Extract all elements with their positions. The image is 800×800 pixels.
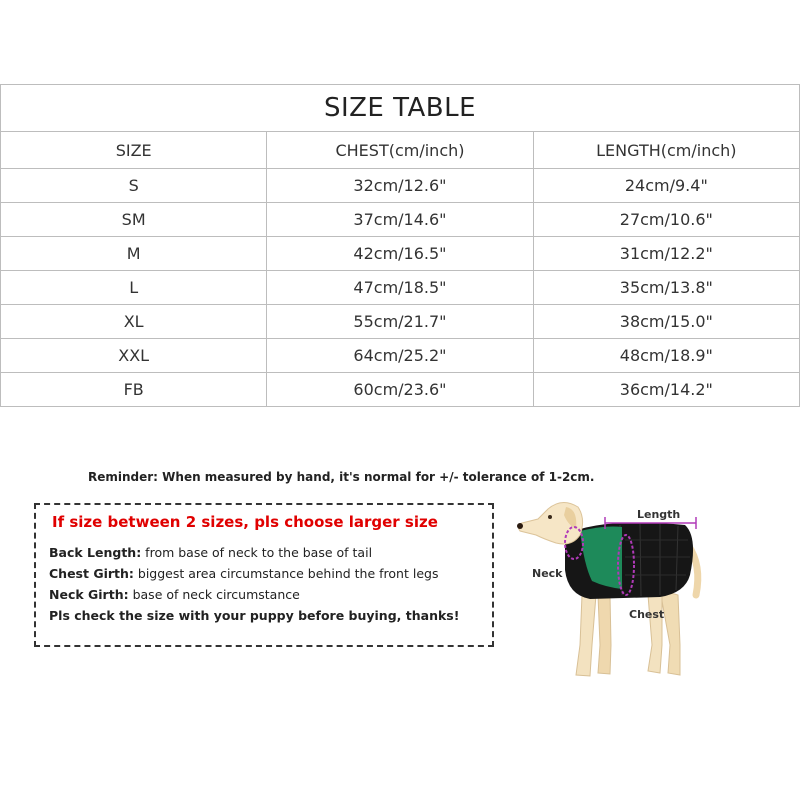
back-length-note <box>49 545 372 560</box>
table-row <box>1 373 800 407</box>
chest-girth-note <box>49 566 438 581</box>
table-row <box>1 271 800 305</box>
chest-cell: 32cm/12.6" <box>267 169 533 203</box>
length-cell: 48cm/18.9" <box>533 339 799 373</box>
length-cell: 35cm/13.8" <box>533 271 799 305</box>
neck-girth-desc: base of neck circumstance <box>128 587 300 602</box>
table-row <box>1 169 800 203</box>
sizing-notes-box <box>34 503 494 647</box>
neck-label: Neck <box>532 567 563 580</box>
table-title: SIZE TABLE <box>1 85 800 132</box>
chest-cell: 42cm/16.5" <box>267 237 533 271</box>
length-cell: 36cm/14.2" <box>533 373 799 407</box>
column-header-chest: CHEST(cm/inch) <box>267 132 533 169</box>
chest-label: Chest <box>629 608 665 621</box>
table-row <box>1 305 800 339</box>
size-cell: XL <box>1 305 267 339</box>
table-row <box>1 203 800 237</box>
closing-note: Pls check the size with your puppy before buying, thanks! <box>49 608 460 623</box>
size-cell: M <box>1 237 267 271</box>
chest-cell: 37cm/14.6" <box>267 203 533 237</box>
chest-cell: 47cm/18.5" <box>267 271 533 305</box>
length-cell: 24cm/9.4" <box>533 169 799 203</box>
table-row <box>1 339 800 373</box>
dog-image <box>510 495 710 690</box>
chest-girth-term: Chest Girth: <box>49 566 134 581</box>
chest-cell: 60cm/23.6" <box>267 373 533 407</box>
size-cell: L <box>1 271 267 305</box>
length-cell: 31cm/12.2" <box>533 237 799 271</box>
chest-cell: 64cm/25.2" <box>267 339 533 373</box>
chest-cell: 55cm/21.7" <box>267 305 533 339</box>
neck-girth-note <box>49 587 300 602</box>
length-cell: 38cm/15.0" <box>533 305 799 339</box>
table-row <box>1 237 800 271</box>
neck-girth-term: Neck Girth: <box>49 587 129 602</box>
chest-girth-desc: biggest area circumstance behind the front legs <box>133 566 439 581</box>
dog-coat-illustration <box>510 495 710 690</box>
size-cell: XXL <box>1 339 267 373</box>
size-cell: FB <box>1 373 267 407</box>
size-table <box>0 84 800 407</box>
back-length-desc: from base of neck to the base of tail <box>141 545 373 560</box>
column-header-size: SIZE <box>1 132 267 169</box>
back-length-term: Back Length: <box>49 545 142 560</box>
size-advice-headline: If size between 2 sizes, pls choose larger size <box>52 513 438 531</box>
size-cell: S <box>1 169 267 203</box>
length-cell: 27cm/10.6" <box>533 203 799 237</box>
column-header-length: LENGTH(cm/inch) <box>533 132 799 169</box>
size-cell: SM <box>1 203 267 237</box>
table-header-row <box>1 132 800 169</box>
measurement-reminder: Reminder: When measured by hand, it's normal for +/- tolerance of 1-2cm. <box>88 470 595 484</box>
length-label: Length <box>637 508 681 521</box>
